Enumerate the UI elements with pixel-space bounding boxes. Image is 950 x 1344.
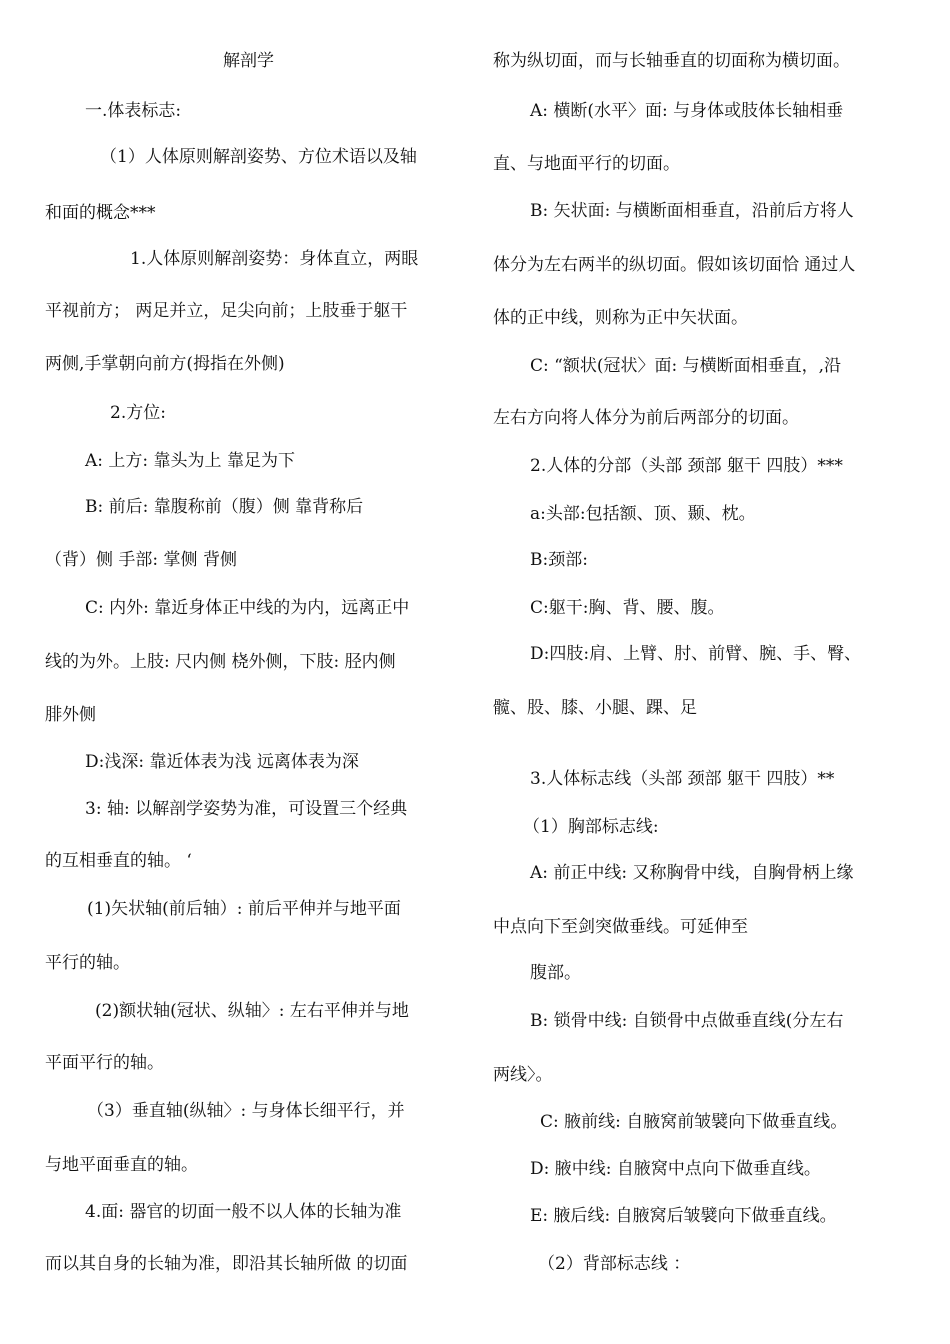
text-line: 腹部。 bbox=[530, 963, 581, 983]
text-line: 平面平行的轴。 bbox=[45, 1053, 164, 1073]
text-line: 两线〉。 bbox=[493, 1065, 553, 1085]
text-line: 而以其自身的长轴为准，即沿其长轴所做 的切面 bbox=[45, 1254, 408, 1274]
text-line: B:颈部: bbox=[530, 550, 588, 570]
text-line: 1.人体原则解剖姿势：身体直立，两眼 bbox=[130, 249, 419, 269]
text-line: 腓外侧 bbox=[45, 705, 96, 725]
text-line: 的互相垂直的轴。 ‘ bbox=[45, 851, 192, 871]
text-line: 直、与地面平行的切面。 bbox=[493, 154, 680, 174]
text-line: D:浅深: 靠近体表为浅 远离体表为深 bbox=[85, 752, 359, 772]
text-line: 和面的概念*** bbox=[45, 203, 156, 223]
text-line: (2)额状轴(冠状、纵轴〉: 左右平伸并与地 bbox=[95, 1001, 409, 1021]
text-line: B: 前后: 靠腹称前（腹）侧 靠背称后 bbox=[85, 497, 364, 517]
text-line: 3.人体标志线（头部 颈部 躯干 四肢）** bbox=[530, 769, 835, 789]
text-line: a:头部:包括额、顶、颞、枕。 bbox=[530, 504, 756, 524]
text-line: （2）背部标志线 ： bbox=[538, 1254, 691, 1274]
text-line: 两侧,手掌朝向前方(拇指在外侧) bbox=[45, 354, 285, 374]
text-line: D:四肢:肩、上臂、肘、前臂、腕、手、臀、 bbox=[530, 644, 862, 664]
text-line: C: 内外: 靠近身体正中线的为内，远离正中 bbox=[85, 598, 410, 618]
text-line: 称为纵切面，而与长轴垂直的切面称为横切面。 bbox=[493, 51, 850, 71]
text-line: E: 腋后线: 自腋窝后皱襞向下做垂直线。 bbox=[530, 1206, 837, 1226]
text-line: 髋、股、膝、小腿、踝、足 bbox=[493, 698, 697, 718]
text-line: A: 横断(水平〉面: 与身体或肢体长轴相垂 bbox=[530, 101, 844, 121]
text-line: C: “额状(冠状〉面: 与横断面相垂直，,沿 bbox=[530, 356, 841, 376]
page-title: 解剖学 bbox=[223, 51, 274, 71]
text-line: 左右方向将人体分为前后两部分的切面。 bbox=[493, 408, 799, 428]
text-line: 2.人体的分部（头部 颈部 躯干 四肢）*** bbox=[530, 456, 843, 476]
text-line: （背）侧 手部: 掌侧 背侧 bbox=[45, 550, 237, 570]
text-line: (1)矢状轴(前后轴）: 前后平伸并与地平面 bbox=[87, 899, 401, 919]
text-line: 4.面: 器官的切面一般不以人体的长轴为准 bbox=[85, 1202, 402, 1222]
text-line: （3）垂直轴(纵轴〉: 与身体长细平行，并 bbox=[87, 1101, 405, 1121]
text-line: C: 腋前线: 自腋窝前皱襞向下做垂直线。 bbox=[540, 1112, 848, 1132]
text-line: （1）人体原则解剖姿势、方位术语以及轴 bbox=[100, 147, 417, 167]
text-line: A: 前正中线: 又称胸骨中线，自胸骨柄上缘 bbox=[530, 863, 854, 883]
text-line: 体分为左右两半的纵切面。假如该切面恰 通过人 bbox=[493, 255, 856, 275]
text-line: 体的正中线，则称为正中矢状面。 bbox=[493, 308, 748, 328]
text-line: 与地平面垂直的轴。 bbox=[45, 1155, 198, 1175]
left-column bbox=[45, 0, 475, 1344]
text-line: B: 锁骨中线: 自锁骨中点做垂直线(分左右 bbox=[530, 1011, 844, 1031]
text-line: （1）胸部标志线: bbox=[523, 817, 659, 837]
text-line: A: 上方: 靠头为上 靠足为下 bbox=[85, 451, 295, 471]
text-line: 平行的轴。 bbox=[45, 953, 130, 973]
right-column bbox=[493, 0, 923, 1344]
text-line: D: 腋中线: 自腋窝中点向下做垂直线。 bbox=[530, 1159, 821, 1179]
text-line: 线的为外。上肢: 尺内侧 桡外侧，下肢: 胫内侧 bbox=[45, 652, 396, 672]
text-line: 平视前方； 两足并立，足尖向前；上肢垂于躯干 bbox=[45, 301, 408, 321]
text-line: 2.方位: bbox=[110, 403, 166, 423]
text-line: C:躯干:胸、背、腰、腹。 bbox=[530, 598, 725, 618]
text-line: 3: 轴: 以解剖学姿势为准，可设置三个经典 bbox=[85, 799, 408, 819]
text-line: 中点向下至剑突做垂线。可延伸至 bbox=[493, 917, 748, 937]
text-line: 一.体表标志: bbox=[85, 101, 182, 121]
text-line: B: 矢状面: 与横断面相垂直，沿前后方将人 bbox=[530, 201, 854, 221]
